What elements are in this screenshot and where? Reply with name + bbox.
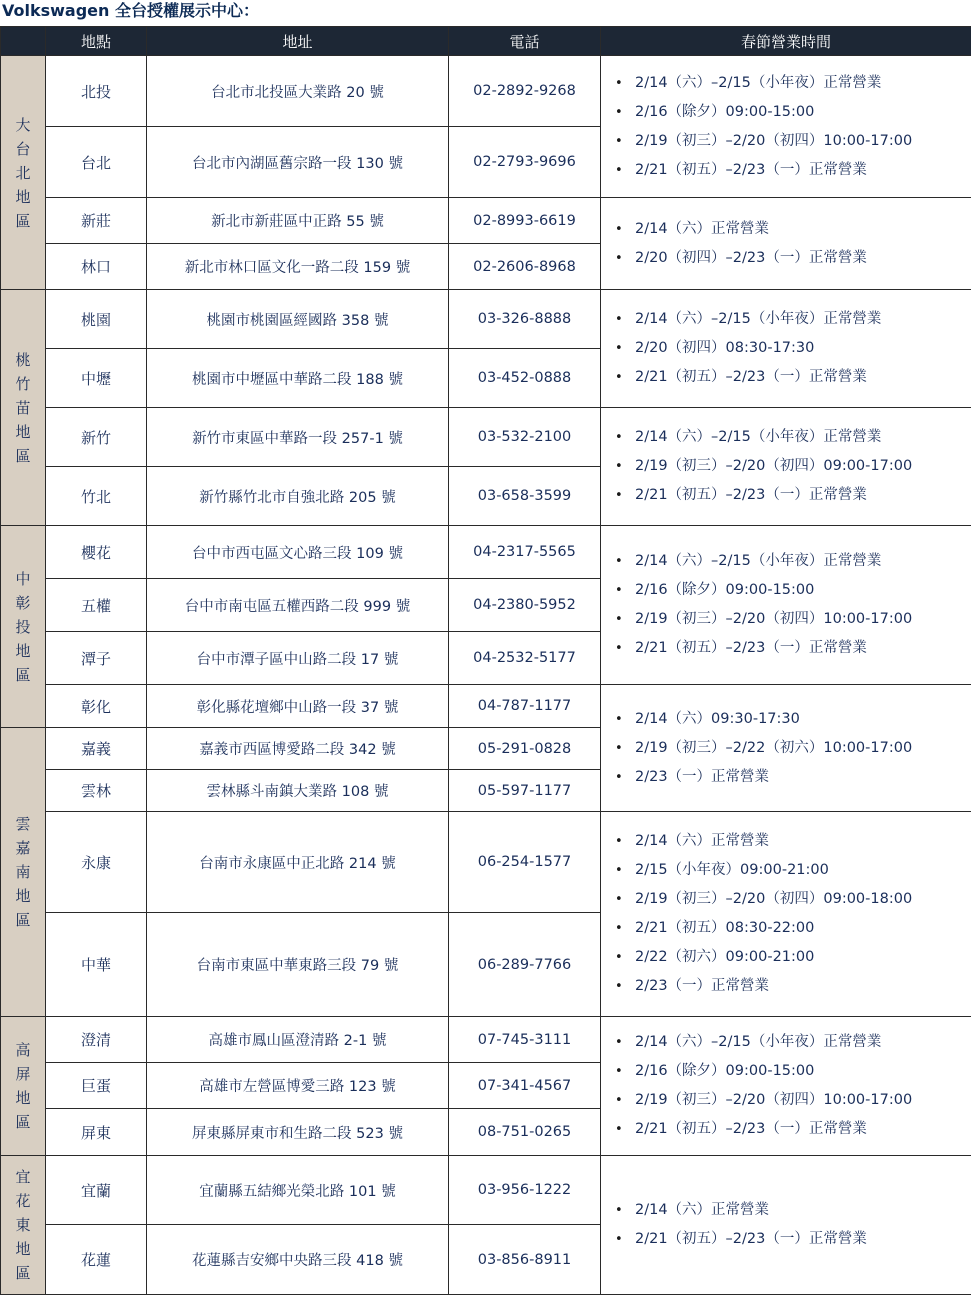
phone-cell: 02-2793-9696: [449, 127, 601, 198]
phone-cell: 03-532-2100: [449, 408, 601, 467]
hours-item: • 2/21（初五）–2/23（一）正常營業: [635, 634, 971, 663]
table-row: [1, 1156, 971, 1225]
header-location: 地點: [46, 27, 147, 56]
hours-cell: [601, 812, 971, 1017]
hours-item: • 2/14（六）–2/15（小年夜）正常營業: [635, 69, 971, 98]
address-cell: 台中市潭子區中山路二段 17 號: [147, 632, 449, 685]
hours-item: • 2/21（初五）–2/23（一）正常營業: [635, 1225, 971, 1254]
region-cell: 中 彰 投 地 區: [1, 526, 46, 728]
address-cell: 桃園市中壢區中華路二段 188 號: [147, 349, 449, 408]
phone-cell: 02-8993-6619: [449, 198, 601, 244]
location-cell: 花蓮: [46, 1225, 147, 1295]
hours-item: • 2/21（初五）–2/23（一）正常營業: [635, 1115, 971, 1144]
hours-item: • 2/14（六）–2/15（小年夜）正常營業: [635, 547, 971, 576]
address-cell: 嘉義市西區博愛路二段 342 號: [147, 728, 449, 770]
address-cell: 新竹市東區中華路一段 257-1 號: [147, 408, 449, 467]
address-cell: 新北市新莊區中正路 55 號: [147, 198, 449, 244]
location-cell: 雲林: [46, 770, 147, 812]
table-row: [1, 198, 971, 244]
hours-item: • 2/19（初三）–2/20（初四）10:00-17:00: [635, 605, 971, 634]
hours-cell: [601, 685, 971, 812]
hours-item: • 2/19（初三）–2/20（初四）10:00-17:00: [635, 127, 971, 156]
location-cell: 五權: [46, 579, 147, 632]
phone-cell: 03-658-3599: [449, 467, 601, 526]
hours-item: • 2/19（初三）–2/20（初四）09:00-17:00: [635, 452, 971, 481]
table-row: [1, 812, 971, 913]
header-hours: 春節營業時間: [601, 27, 971, 56]
hours-list: [601, 1028, 971, 1144]
phone-cell: 03-956-1222: [449, 1156, 601, 1225]
hours-item: • 2/20（初四）–2/23（一）正常營業: [635, 244, 971, 273]
hours-item: • 2/15（小年夜）09:00-21:00: [635, 856, 971, 885]
address-cell: 彰化縣花壇鄉中山路一段 37 號: [147, 685, 449, 728]
address-cell: 台南市永康區中正北路 214 號: [147, 812, 449, 913]
header-phone: 電話: [449, 27, 601, 56]
hours-cell: [601, 290, 971, 408]
phone-cell: 06-289-7766: [449, 913, 601, 1017]
location-cell: 潭子: [46, 632, 147, 685]
address-cell: 新竹縣竹北市自強北路 205 號: [147, 467, 449, 526]
location-cell: 中華: [46, 913, 147, 1017]
hours-list: [601, 705, 971, 792]
hours-item: • 2/16（除夕）09:00-15:00: [635, 576, 971, 605]
address-cell: 高雄市鳳山區澄清路 2-1 號: [147, 1017, 449, 1063]
table-row: [1, 408, 971, 467]
hours-item: • 2/14（六）正常營業: [635, 1196, 971, 1225]
region-cell: 高 屏 地 區: [1, 1017, 46, 1156]
location-cell: 中壢: [46, 349, 147, 408]
hours-item: • 2/14（六）–2/15（小年夜）正常營業: [635, 305, 971, 334]
page-title: Volkswagen 全台授權展示中心：: [2, 1, 259, 20]
location-cell: 屏東: [46, 1109, 147, 1156]
hours-item: • 2/19（初三）–2/20（初四）10:00-17:00: [635, 1086, 971, 1115]
address-cell: 桃園市桃園區經國路 358 號: [147, 290, 449, 349]
hours-item: • 2/21（初五）–2/23（一）正常營業: [635, 363, 971, 392]
phone-cell: 07-745-3111: [449, 1017, 601, 1063]
location-cell: 桃園: [46, 290, 147, 349]
hours-item: • 2/23（一）正常營業: [635, 972, 971, 1001]
hours-list: [601, 69, 971, 185]
address-cell: 雲林縣斗南鎮大業路 108 號: [147, 770, 449, 812]
hours-item: • 2/14（六）–2/15（小年夜）正常營業: [635, 423, 971, 452]
hours-item: • 2/16（除夕）09:00-15:00: [635, 1057, 971, 1086]
table-row: [1, 526, 971, 579]
phone-cell: 04-2380-5952: [449, 579, 601, 632]
table-row: [1, 1017, 971, 1063]
hours-cell: [601, 198, 971, 290]
address-cell: 高雄市左營區博愛三路 123 號: [147, 1063, 449, 1109]
location-cell: 宜蘭: [46, 1156, 147, 1225]
phone-cell: 07-341-4567: [449, 1063, 601, 1109]
hours-item: • 2/16（除夕）09:00-15:00: [635, 98, 971, 127]
location-cell: 北投: [46, 56, 147, 127]
hours-list: [601, 215, 971, 273]
hours-cell: [601, 1017, 971, 1156]
hours-cell: [601, 408, 971, 526]
phone-cell: 04-2317-5565: [449, 526, 601, 579]
hours-list: [601, 305, 971, 392]
address-cell: 台北市北投區大業路 20 號: [147, 56, 449, 127]
phone-cell: 04-787-1177: [449, 685, 601, 728]
hours-item: • 2/21（初五）08:30-22:00: [635, 914, 971, 943]
address-cell: 台南市東區中華東路三段 79 號: [147, 913, 449, 1017]
region-cell: 雲 嘉 南 地 區: [1, 728, 46, 1017]
address-cell: 新北市林口區文化一路二段 159 號: [147, 244, 449, 290]
phone-cell: 05-597-1177: [449, 770, 601, 812]
location-cell: 彰化: [46, 685, 147, 728]
table-header-row: [1, 27, 971, 56]
location-cell: 新竹: [46, 408, 147, 467]
table-row: [1, 290, 971, 349]
hours-cell: [601, 526, 971, 685]
region-cell: 桃 竹 苗 地 區: [1, 290, 46, 526]
address-cell: 宜蘭縣五結鄉光榮北路 101 號: [147, 1156, 449, 1225]
hours-item: • 2/14（六）09:30-17:30: [635, 705, 971, 734]
header-address: 地址: [147, 27, 449, 56]
hours-item: • 2/23（一）正常營業: [635, 763, 971, 792]
hours-item: • 2/22（初六）09:00-21:00: [635, 943, 971, 972]
hours-list: [601, 827, 971, 1001]
location-cell: 嘉義: [46, 728, 147, 770]
phone-cell: 02-2606-8968: [449, 244, 601, 290]
region-cell: 宜 花 東 地 區: [1, 1156, 46, 1295]
hours-item: • 2/14（六）–2/15（小年夜）正常營業: [635, 1028, 971, 1057]
showroom-table: [0, 26, 971, 1295]
hours-item: • 2/21（初五）–2/23（一）正常營業: [635, 156, 971, 185]
region-cell: 大 台 北 地 區: [1, 56, 46, 290]
hours-list: [601, 423, 971, 510]
location-cell: 林口: [46, 244, 147, 290]
table-row: [1, 56, 971, 127]
location-cell: 櫻花: [46, 526, 147, 579]
location-cell: 新莊: [46, 198, 147, 244]
header-region: [1, 27, 46, 56]
address-cell: 台中市南屯區五權西路二段 999 號: [147, 579, 449, 632]
hours-item: • 2/19（初三）–2/22（初六）10:00-17:00: [635, 734, 971, 763]
phone-cell: 05-291-0828: [449, 728, 601, 770]
hours-list: [601, 1196, 971, 1254]
phone-cell: 04-2532-5177: [449, 632, 601, 685]
location-cell: 竹北: [46, 467, 147, 526]
hours-cell: [601, 1156, 971, 1295]
hours-list: [601, 547, 971, 663]
phone-cell: 02-2892-9268: [449, 56, 601, 127]
address-cell: 屏東縣屏東市和生路二段 523 號: [147, 1109, 449, 1156]
phone-cell: 03-856-8911: [449, 1225, 601, 1295]
address-cell: 花蓮縣吉安鄉中央路三段 418 號: [147, 1225, 449, 1295]
location-cell: 澄清: [46, 1017, 147, 1063]
location-cell: 巨蛋: [46, 1063, 147, 1109]
hours-cell: [601, 56, 971, 198]
table-row: [1, 685, 971, 728]
phone-cell: 03-326-8888: [449, 290, 601, 349]
location-cell: 台北: [46, 127, 147, 198]
location-cell: 永康: [46, 812, 147, 913]
hours-item: • 2/14（六）正常營業: [635, 215, 971, 244]
hours-item: • 2/20（初四）08:30-17:30: [635, 334, 971, 363]
hours-item: • 2/21（初五）–2/23（一）正常營業: [635, 481, 971, 510]
hours-item: • 2/19（初三）–2/20（初四）09:00-18:00: [635, 885, 971, 914]
phone-cell: 08-751-0265: [449, 1109, 601, 1156]
address-cell: 台中市西屯區文心路三段 109 號: [147, 526, 449, 579]
phone-cell: 06-254-1577: [449, 812, 601, 913]
address-cell: 台北市內湖區舊宗路一段 130 號: [147, 127, 449, 198]
hours-item: • 2/14（六）正常營業: [635, 827, 971, 856]
phone-cell: 03-452-0888: [449, 349, 601, 408]
